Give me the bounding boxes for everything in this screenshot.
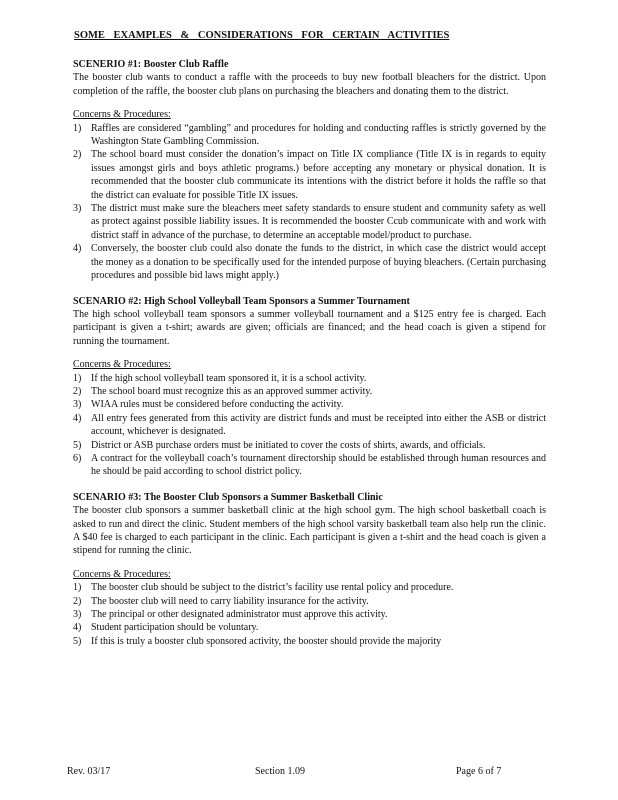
list-item: 6) A contract for the volleyball coach’s tournament directorship should be established through human resources and he should be paid according to school district policy. (73, 452, 546, 478)
scenario-intro: The booster club wants to conduct a raffle with the proceeds to buy new football bleachers for the district. Upon completion of the raffle, the booster club plans on purchasing the bleachers and donating them to the district. (73, 72, 546, 97)
list-item: 3) The principal or other designated administrator must approve this activity. (73, 609, 388, 621)
scenario-title: SCENERIO #1: Booster Club Raffle (73, 59, 229, 70)
list-item: 1) If the high school volleyball team sponsored it, it is a school activity. (73, 372, 367, 384)
list-item: 4) Student participation should be voluntary. (73, 622, 259, 634)
concerns-label: Concerns & Procedures: (73, 359, 171, 371)
document-title: SOME EXAMPLES & CONSIDERATIONS FOR CERTAIN ACTIVITIES (74, 30, 450, 41)
scenario-3 (73, 491, 546, 648)
scenario-title: SCENARIO #3: The Booster Club Sponsors a Summer Basketball Clinic (73, 491, 383, 503)
concerns-label: Concerns & Procedures: (73, 109, 171, 121)
list-item: 5) If this is truly a booster club sponsored activity, the booster should provide the majority (73, 635, 442, 647)
scenario-intro: The booster club sponsors a summer basketball clinic at the high school gym. The high school basketball coach is asked to run and direct the clinic. Student members of the high school varsity basketball team also help run the clinic. A $40 fee is charged to each participant in the clinic. Each participant is given a t-shirt and the head coach is given a stipend for running the clinic. (73, 505, 546, 557)
list-item: 4) All entry fees generated from this activity are district funds and must be receipted into either the ASB or district account, whichever is designated. (73, 412, 546, 438)
list-item: 1) The booster club should be subject to the district’s facility use rental policy and procedure. (73, 582, 454, 594)
list-item: 3) WIAA rules must be considered before conducting the activity. (73, 399, 344, 411)
concerns-list (73, 372, 546, 479)
list-item: 2) The school board must recognize this as an approved summer activity. (73, 385, 373, 397)
list-item: 2) The school board must consider the donation’s impact on Title IX compliance (Title IX is in regards to equity issues amongst girls and boys athletic programs.) before accepting any monetary or physical donation. It is recommended that the booster club communicate its intentions with the district before it holds the raffle so that the district can evaluate for possible Title IX issues. (73, 149, 546, 201)
list-item: 3) The district must make sure the bleachers meet safety standards to ensure student and community safety as well as protect against possible liability issues. It is recommended the booster Ccub communicate with and work with district staff in advance of the purchase, to determine an acceptable model/product to purchase. (73, 203, 546, 241)
scenario-1 (73, 58, 546, 283)
list-item: 2) The booster club will need to carry liability insurance for the activity. (73, 595, 369, 607)
list-item: 1) Raffles are considered “gambling” and procedures for holding and conducting raffles is strictly governed by the Washington State Gambling Commission. (73, 122, 546, 148)
page-number: Page 6 of 7 (456, 766, 502, 777)
list-item: 5) District or ASB purchase orders must be initiated to cover the costs of shirts, awards, and officials. (73, 439, 486, 451)
scenario-title: SCENARIO #2: High School Volleyball Team Sponsors a Summer Tournament (73, 295, 410, 307)
revision-label: Rev. 03/17 (67, 766, 111, 777)
concerns-label: Concerns & Procedures: (73, 568, 171, 580)
concerns-list (73, 122, 546, 283)
scenario-intro: The high school volleyball team sponsors a summer volleyball tournament and a $125 entry fee is charged. Each participant is given a t-shirt; awards are given; officials are financed; and the head coach is given a stipend for running the tournament. (73, 308, 546, 347)
section-label: Section 1.09 (255, 766, 305, 777)
list-item: 4) Conversely, the booster club could also donate the funds to the district, in which case the district would accept the money as a donation to be specifically used for the intended purpose of buying bleachers. (Certain purchasing procedures and possible bid laws might apply.) (73, 243, 546, 282)
document-body (73, 58, 546, 660)
scenario-2 (73, 295, 546, 479)
concerns-list (73, 581, 546, 648)
